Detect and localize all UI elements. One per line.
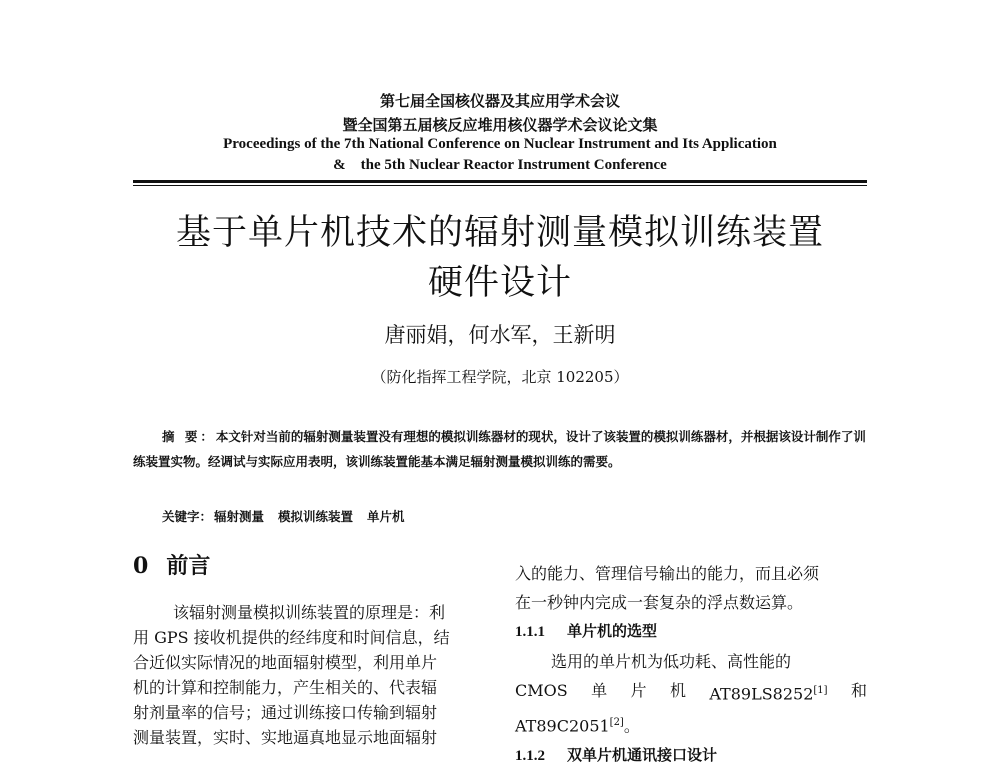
keywords	[162, 507, 419, 525]
abstract-text: 本文针对当前的辐射测量装置没有理想的模拟训练器材的现状，设计了该装置的模拟训练器材，并根据该设计制作了训练装置实物。经调试与实际应用表明，该训练装置能基本满足辐射测量模拟训练的需要。	[133, 429, 866, 469]
abstract	[133, 424, 867, 474]
right-column-line: 入的能力、管理信号输出的能力，而且必须	[515, 564, 820, 583]
keyword-item: 辐射测量	[214, 509, 265, 524]
paper-title-line1: 基于单片机技术的辐射测量模拟训练装置	[175, 213, 824, 253]
left-column-line: 射剂量率的信号；通过训练接口传输到辐射	[133, 703, 438, 722]
left-column	[133, 600, 478, 750]
left-column-line: 合近似实际情况的地面辐射模型，利用单片	[133, 653, 438, 672]
abstract-label: 摘 要：	[162, 429, 216, 444]
left-column-line: 用 GPS 接收机提供的经纬度和时间信息，结	[133, 628, 450, 647]
citation-ref: [2]	[609, 717, 624, 729]
left-column-line: 测量装置，实时、实地逼真地显示地面辐射	[133, 728, 438, 747]
keyword-item: 模拟训练装置	[278, 509, 354, 524]
mcu-word: 机	[669, 681, 686, 700]
mcu-model-2-line: AT89C2051[2]。	[515, 716, 640, 736]
conference-subtitle-en: & the 5th Nuclear Reactor Instrument Conference	[333, 157, 667, 173]
citation-ref: [1]	[813, 685, 828, 696]
mcu-cmos: CMOS	[515, 681, 568, 700]
left-column-line: 该辐射测量模拟训练装置的原理是：利	[173, 603, 446, 622]
subsection-number: 1.1.2	[515, 747, 545, 764]
subsection-number: 1.1.1	[515, 624, 545, 640]
subsection-title: 单片机的选型	[567, 622, 658, 640]
paper-title-line2: 硬件设计	[427, 263, 572, 303]
conference-name-en: Proceedings of the 7th National Conference on Nuclear Instrument and Its Application	[223, 136, 777, 152]
conference-name-cn: 第七届全国核仪器及其应用学术会议	[379, 92, 620, 110]
mcu-word: 单	[591, 681, 608, 700]
right-column	[515, 559, 867, 771]
paper-authors: 唐丽娟，何水军，王新明	[384, 323, 616, 347]
mcu-line	[515, 676, 867, 708]
right-column-line: 选用的单片机为低功耗、高性能的	[551, 652, 792, 671]
paper-affiliation: （防化指挥工程学院，北京 102205）	[371, 368, 629, 386]
mcu-and: 和	[850, 681, 867, 700]
section-title: 前言	[166, 553, 211, 579]
subsection-heading-1-1-2	[515, 741, 867, 771]
subsection-title: 双单片机通讯接口设计	[567, 745, 718, 764]
header-rule-thin	[133, 185, 867, 186]
keyword-item: 单片机	[367, 509, 405, 524]
section-number: 0	[133, 553, 149, 579]
right-column-line: 在一秒钟内完成一套复杂的浮点数运算。	[515, 593, 804, 612]
section-heading	[133, 549, 210, 580]
conference-subtitle-cn: 暨全国第五届核反应堆用核仪器学术会议论文集	[342, 116, 658, 134]
left-column-line: 机的计算和控制能力，产生相关的、代表辐	[133, 678, 438, 697]
mcu-word: 片	[630, 681, 647, 700]
keywords-label: 关键字：	[162, 509, 213, 524]
subsection-heading-1-1-1	[515, 617, 867, 647]
mcu-model-1: AT89LS8252[1]	[709, 684, 828, 704]
header-rule-thick	[133, 180, 867, 183]
